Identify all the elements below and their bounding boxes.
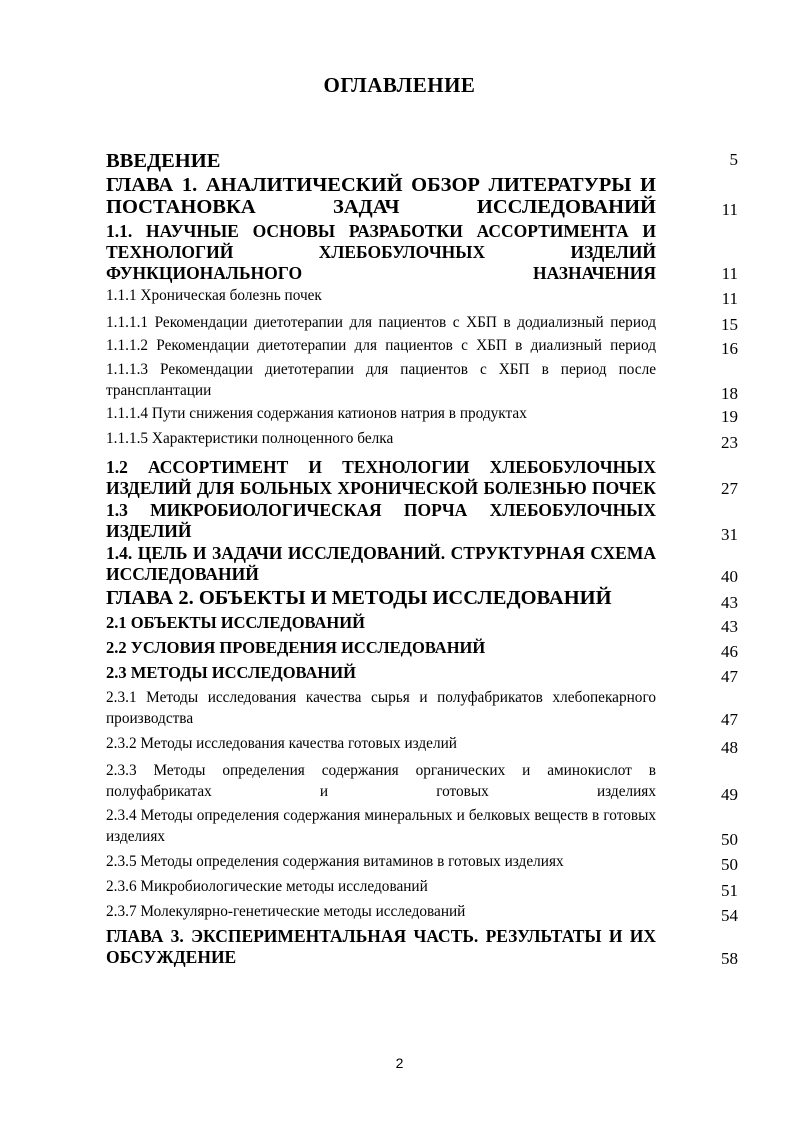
toc-entry[interactable]	[106, 612, 738, 636]
toc-entry[interactable]	[106, 662, 738, 686]
toc-entry-page: 5	[729, 150, 738, 169]
toc-entry[interactable]	[106, 359, 738, 401]
toc-entry[interactable]	[106, 428, 738, 452]
toc-entry[interactable]	[106, 457, 738, 499]
toc-entry[interactable]	[106, 733, 738, 757]
toc-entry[interactable]	[106, 403, 738, 424]
toc-entry[interactable]	[106, 587, 738, 612]
toc-entry-page: 46	[721, 642, 738, 661]
toc-entry[interactable]	[106, 926, 738, 968]
toc-entry-page: 58	[721, 949, 738, 968]
toc-entry-page: 11	[721, 289, 738, 308]
toc-entry-page: 47	[721, 710, 738, 729]
toc-entry-title: 1.1.1.1 Рекомендации диетотерапии для пациентов с ХБП в додиализный период	[106, 314, 656, 331]
toc-entry-page: 43	[721, 617, 738, 636]
toc-entry[interactable]	[106, 805, 738, 847]
toc-entry-page: 50	[721, 830, 738, 849]
toc-entry-page: 27	[721, 479, 738, 498]
toc-entry-title: 2.3.3 Методы определения содержания органических и аминокислот в полуфабрикатах и готовых изделиях	[106, 762, 656, 800]
toc-entry[interactable]	[106, 500, 738, 542]
toc-entry-title: 2.3.6 Микробиологические методы исследований	[106, 878, 428, 895]
toc-entry-page: 19	[721, 407, 738, 426]
toc-entry[interactable]	[106, 174, 738, 218]
toc-entry-page: 16	[721, 339, 738, 358]
toc-entry-page: 48	[721, 738, 738, 757]
toc-entry[interactable]	[106, 312, 738, 333]
toc-entry[interactable]	[106, 687, 738, 729]
toc-entry-page: 11	[721, 200, 738, 219]
toc-entry[interactable]	[106, 851, 738, 872]
toc-entry-title: 1.2 АССОРТИМЕНТ И ТЕХНОЛОГИИ ХЛЕБОБУЛОЧНЫХ ИЗДЕЛИЙ ДЛЯ БОЛЬНЫХ ХРОНИЧЕСКОЙ БОЛЕЗНЬЮ ПОЧЕК	[106, 457, 656, 498]
toc-entry-title: 2.3.5 Методы определения содержания витаминов в готовых изделиях	[106, 853, 564, 870]
toc-entry-title: 1.1.1 Хроническая болезнь почек	[106, 287, 322, 304]
toc-entry-page: 50	[721, 855, 738, 874]
toc-entry[interactable]	[106, 285, 738, 306]
toc-entry-page: 15	[721, 315, 738, 334]
toc-entry-title: 1.1. НАУЧНЫЕ ОСНОВЫ РАЗРАБОТКИ АССОРТИМЕНТА И ТЕХНОЛОГИЙ ХЛЕБОБУЛОЧНЫХ ИЗДЕЛИЙ ФУНКЦИОНАЛЬНОГО НАЗНАЧЕНИЯ	[106, 221, 656, 283]
toc-entry-page: 11	[721, 264, 738, 283]
toc-entry-page: 43	[721, 593, 738, 612]
page-number: 2	[395, 1055, 404, 1071]
toc-entry-title: 2.2 УСЛОВИЯ ПРОВЕДЕНИЯ ИССЛЕДОВАНИЙ	[106, 638, 486, 657]
toc-entry[interactable]	[106, 901, 738, 925]
toc-entry-page: 49	[721, 785, 738, 804]
toc-entry-title: 2.3.7 Молекулярно-генетические методы исследований	[106, 903, 466, 920]
toc-entry-page: 31	[721, 525, 738, 544]
toc-entry-title: 2.3 МЕТОДЫ ИССЛЕДОВАНИЙ	[106, 663, 356, 682]
toc-entry-title: 2.3.2 Методы исследования качества готовых изделий	[106, 735, 457, 752]
toc-entry-title: 1.3 МИКРОБИОЛОГИЧЕСКАЯ ПОРЧА ХЛЕБОБУЛОЧНЫХ ИЗДЕЛИЙ	[106, 500, 656, 541]
toc-entry-title: 2.3.1 Методы исследования качества сырья и полуфабрикатов хлебопекарного производства	[106, 689, 656, 727]
toc-entry[interactable]	[106, 760, 738, 802]
toc-entry-page: 40	[721, 567, 738, 586]
toc-entry[interactable]	[106, 543, 738, 585]
page-title: ОГЛАВЛЕНИЕ	[323, 73, 476, 97]
toc-entry-title: ВВЕДЕНИЕ	[106, 150, 221, 172]
toc-entry-title: 2.3.4 Методы определения содержания минеральных и белковых веществ в готовых изделиях	[106, 807, 656, 845]
toc-entry-title: 1.4. ЦЕЛЬ И ЗАДАЧИ ИССЛЕДОВАНИЙ. СТРУКТУРНАЯ СХЕМА ИССЛЕДОВАНИЙ	[106, 543, 656, 584]
toc-entry[interactable]	[106, 221, 738, 284]
toc-entry-title: ГЛАВА 3. ЭКСПЕРИМЕНТАЛЬНАЯ ЧАСТЬ. РЕЗУЛЬТАТЫ И ИХ ОБСУЖДЕНИЕ	[106, 926, 656, 967]
toc-entry-page: 51	[721, 881, 738, 900]
toc-entry-title: 2.1 ОБЪЕКТЫ ИССЛЕДОВАНИЙ	[106, 613, 365, 632]
table-of-contents	[106, 150, 738, 968]
toc-entry-title: ГЛАВА 1. АНАЛИТИЧЕСКИЙ ОБЗОР ЛИТЕРАТУРЫ И ПОСТАНОВКА ЗАДАЧ ИССЛЕДОВАНИЙ	[106, 174, 656, 218]
toc-entry-title: 1.1.1.2 Рекомендации диетотерапии для пациентов с ХБП в диализный период	[106, 337, 656, 354]
toc-entry-page: 23	[721, 433, 738, 452]
toc-entry-page: 18	[721, 384, 738, 403]
toc-entry-title: 1.1.1.4 Пути снижения содержания катионов натрия в продуктах	[106, 405, 527, 422]
toc-entry-page: 54	[721, 906, 738, 925]
toc-entry-title: 1.1.1.5 Характеристики полноценного белка	[106, 430, 394, 447]
toc-entry[interactable]	[106, 876, 738, 900]
toc-entry-page: 47	[721, 667, 738, 686]
toc-entry[interactable]	[106, 637, 738, 661]
toc-entry-title: ГЛАВА 2. ОБЪЕКТЫ И МЕТОДЫ ИССЛЕДОВАНИЙ	[106, 587, 612, 609]
toc-entry[interactable]	[106, 150, 738, 172]
toc-entry[interactable]	[106, 335, 738, 356]
toc-entry-title: 1.1.1.3 Рекомендации диетотерапии для пациентов с ХБП в период после трансплантации	[106, 361, 656, 399]
